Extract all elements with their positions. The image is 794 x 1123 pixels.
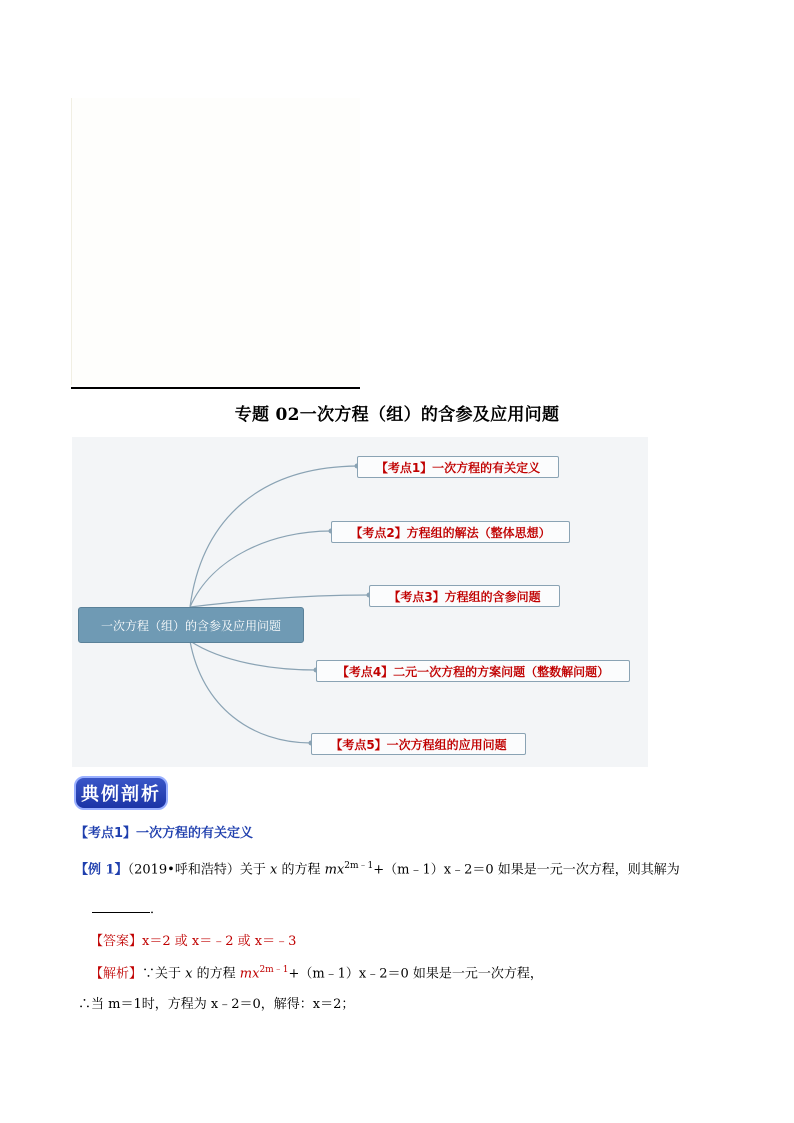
analysis-var-x: x [185,966,193,982]
example-var-mx: mx [324,862,345,878]
connector-2 [190,531,331,607]
blank-image-panel [71,98,360,385]
connector-3 [190,595,369,607]
branch-kaodian-1: 【考点1】一次方程的有关定义 [357,456,559,478]
analysis-text-a: ∵关于 [142,966,186,982]
example-text-c: +（m﹣1）x﹣2＝0 如果是一元一次方程，则其解为 [373,862,680,878]
answer-label: 【答案】 [90,934,143,949]
analysis-line-2: ∴当 m＝1时，方程为 x﹣2＝0，解得：x＝2； [78,997,355,1012]
answer-blank-line [92,898,163,917]
example-1-line [75,858,680,877]
analysis-exponent: 2m﹣1 [259,965,289,975]
branch-kaodian-5: 【考点5】一次方程组的应用问题 [311,733,526,755]
example-tail: ． [150,902,164,917]
example-text-b: 的方程 [277,862,325,878]
analysis-label: 【解析】 [90,966,143,982]
answer-blank [92,902,150,913]
analysis-line-1 [90,962,543,981]
page-title: 专题 02一次方程（组）的含参及应用问题 [234,405,560,425]
answer-text: x＝2 或 x＝﹣2 或 x＝﹣3 [142,934,297,949]
mind-map-root: 一次方程（组）的含参及应用问题 [78,607,304,643]
section-badge: 典例剖析 [74,776,168,810]
mind-map-connectors [72,437,648,767]
analysis-var-mx: mx [239,966,260,982]
example-text-a: 关于 [239,862,270,878]
example-exponent: 2m﹣1 [344,861,374,871]
answer-line [90,930,296,949]
header-rule [71,387,360,389]
mind-map [72,437,648,767]
connector-5 [190,641,311,743]
branch-kaodian-4: 【考点4】二元一次方程的方案问题（整数解问题） [316,660,630,682]
branch-kaodian-2: 【考点2】方程组的解法（整体思想） [331,521,570,543]
connector-4 [190,641,316,670]
kaodian-1-heading: 【考点1】一次方程的有关定义 [75,826,254,841]
example-source: （2019•呼和浩特） [127,862,240,878]
analysis-text-b: 的方程 [192,966,240,982]
branch-kaodian-3: 【考点3】方程组的含参问题 [369,585,560,607]
analysis-text-c: +（m﹣1）x﹣2＝0 如果是一元一次方程， [288,966,543,982]
example-label: 【例 1】 [75,862,128,878]
example-var-x: x [269,862,278,878]
